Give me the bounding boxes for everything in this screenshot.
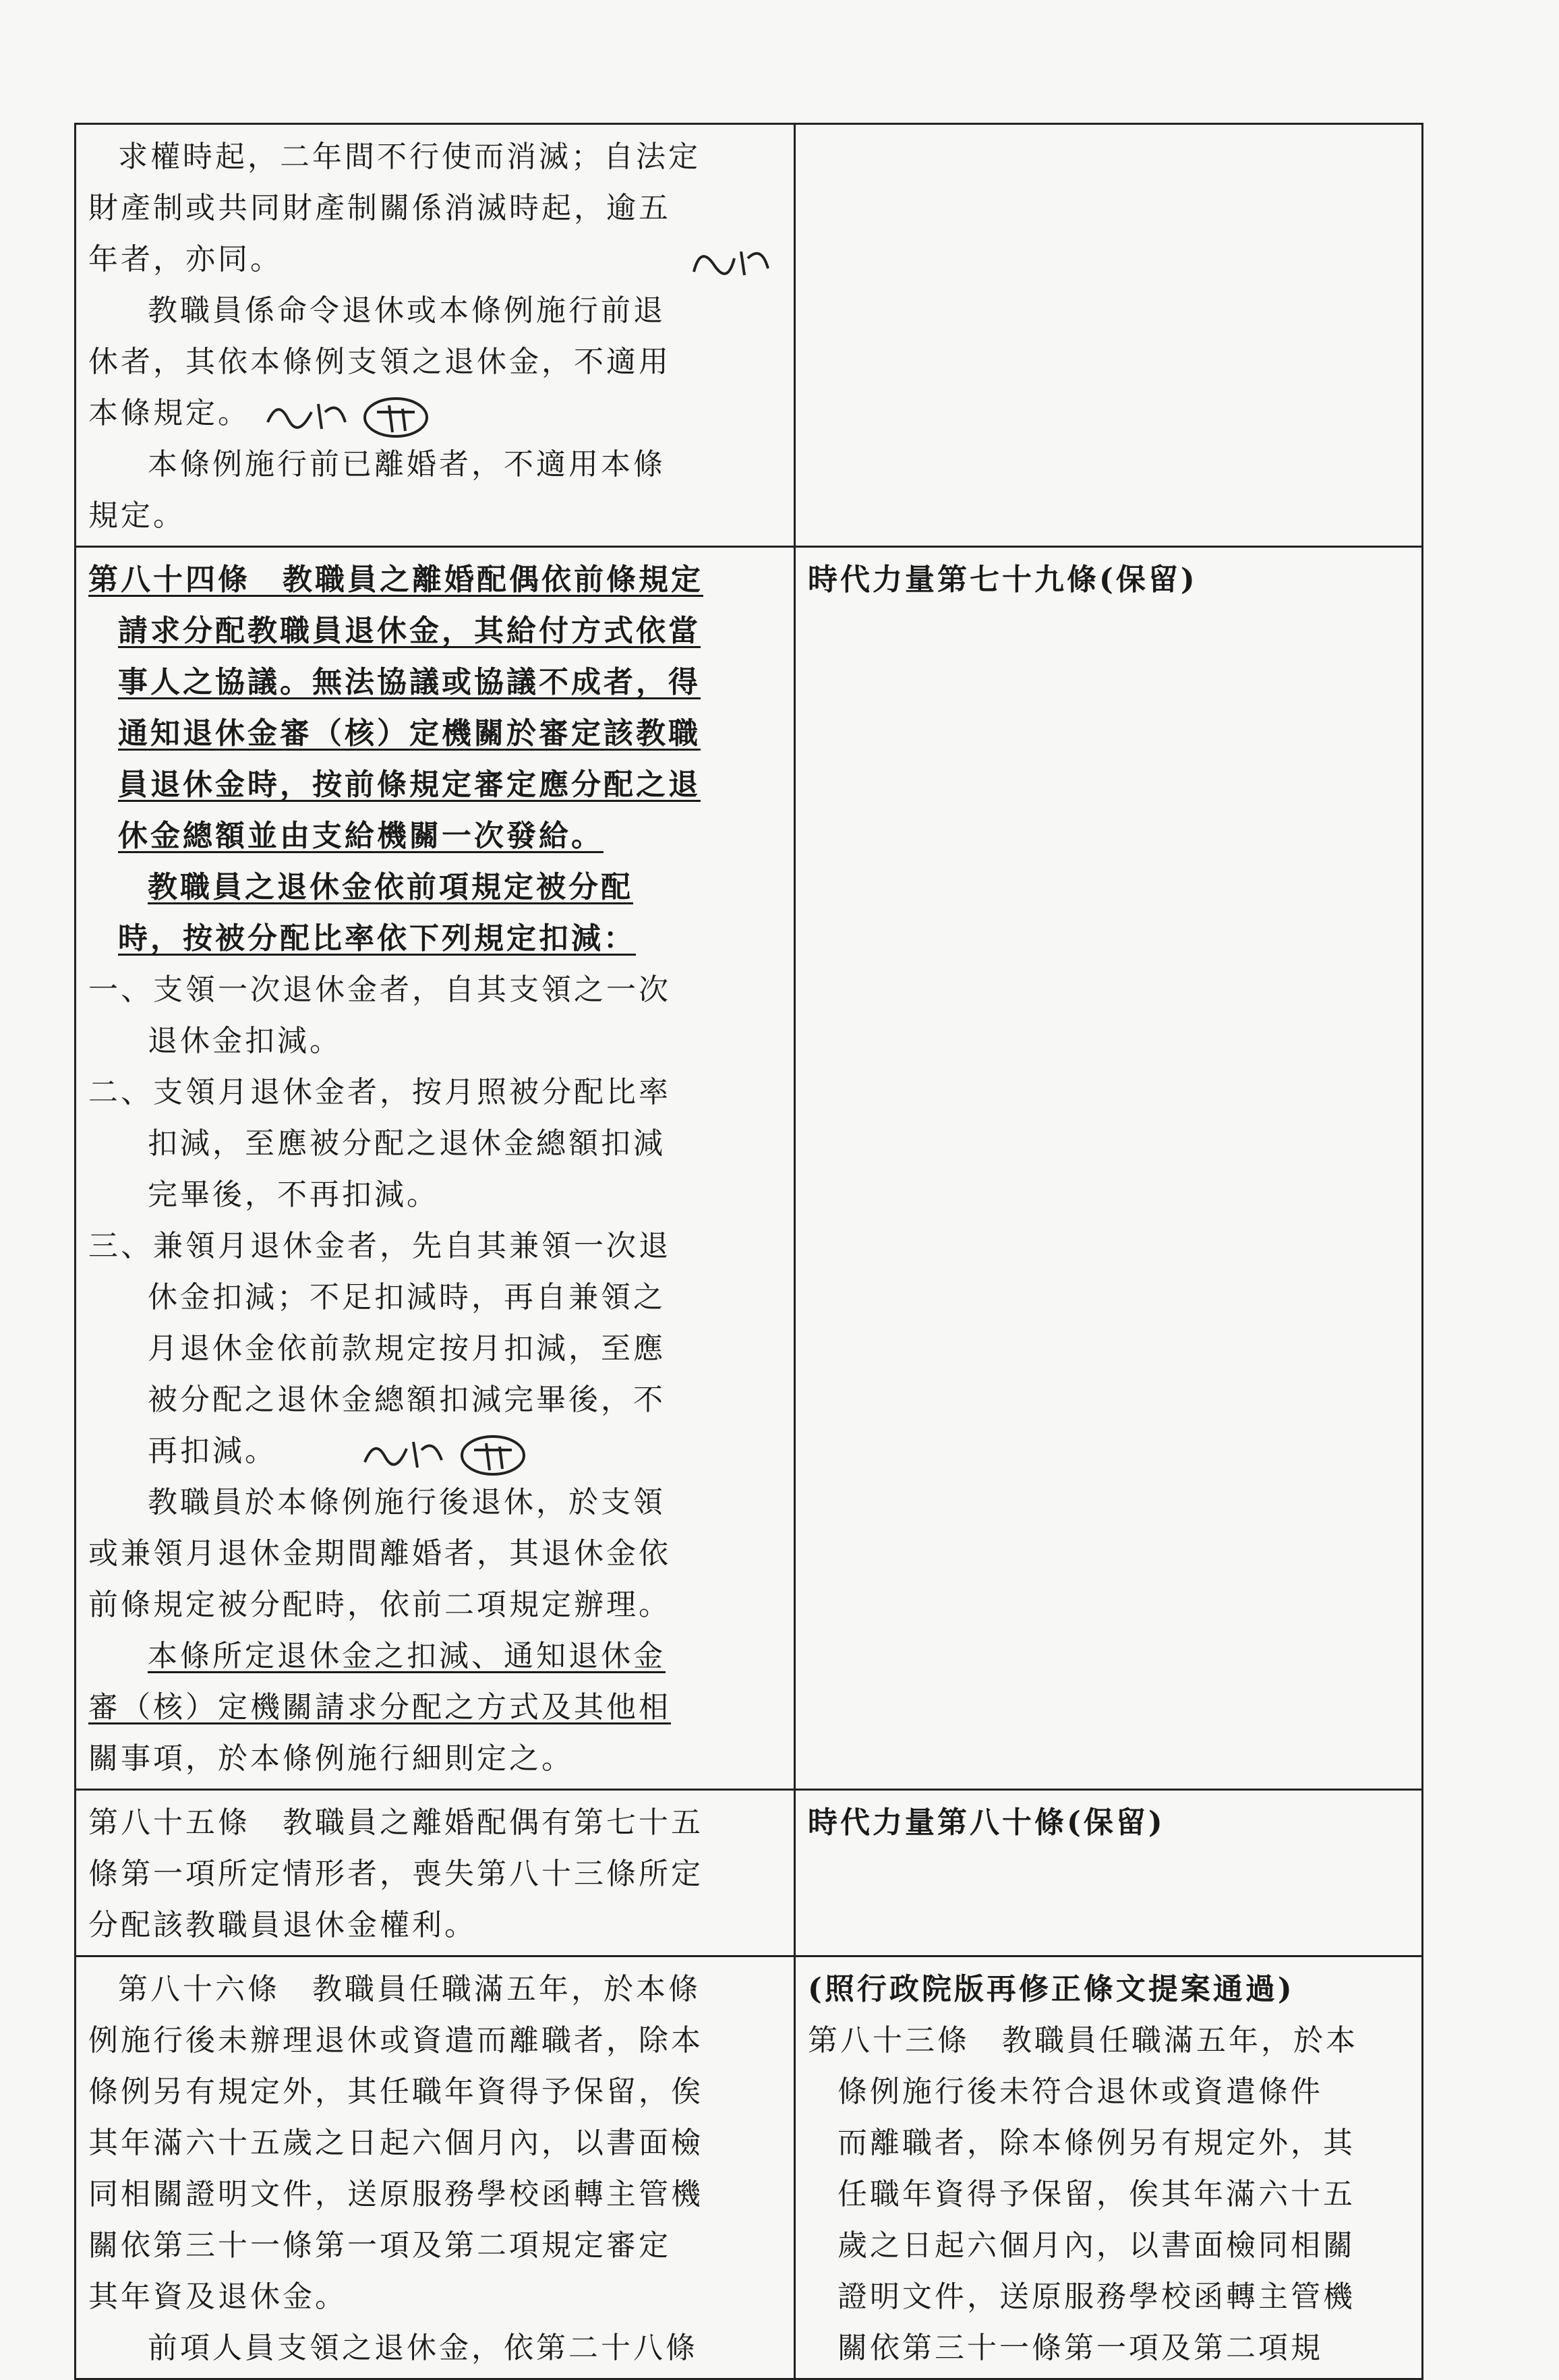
text-line: 例施行後未辦理退休或資遣而離職者，除本 <box>88 2023 703 2058</box>
right-cell <box>795 1790 1423 1956</box>
text-line: 員退休金時，按前條規定審定應分配之退 <box>118 767 701 802</box>
article-heading: 第八十四條 教職員之離婚配偶依前條規定 <box>88 562 703 597</box>
proposal-note: (照行政院版再修正條文提案通過) <box>808 1972 1295 2006</box>
table-row <box>76 1790 1423 1956</box>
text-line: 任職年資得予保留，俟其年滿六十五 <box>837 2177 1355 2211</box>
text-line-with-signature <box>88 388 782 439</box>
text-line: 扣減，至應被分配之退休金總額扣減 <box>148 1126 666 1161</box>
text-line: 本條規定。 <box>88 396 250 430</box>
handwritten-signature <box>687 238 782 285</box>
text-line: 關依第三十一條第一項及第二項規定審定 <box>88 2228 671 2263</box>
proposal-note: 時代力量第八十條(保留) <box>808 1805 1165 1840</box>
text-line: 條例另有規定外，其任職年資得予保留，俟 <box>88 2074 703 2109</box>
text-line: 被分配之退休金總額扣減完畢後，不 <box>148 1383 666 1417</box>
left-cell <box>76 547 795 1790</box>
text-line: 前條規定被分配時，依前二項規定辦理。 <box>88 1588 671 1622</box>
text-line: 教職員係命令退休或本條例施行前退 <box>148 293 666 328</box>
text-line: 證明文件，送原服務學校函轉主管機 <box>837 2280 1355 2314</box>
comparison-table <box>74 123 1423 2380</box>
text-line: 或兼領月退休金期間離婚者，其退休金依 <box>88 1536 671 1571</box>
text-line: 而離職者，除本條例另有規定外，其 <box>837 2126 1355 2160</box>
text-line: 完畢後，不再扣減。 <box>148 1178 439 1212</box>
text-line: 分配該教職員退休金權利。 <box>88 1908 477 1942</box>
proposal-note: 時代力量第七十九條(保留) <box>808 562 1198 597</box>
table-row <box>76 124 1423 547</box>
text-line: 規定。 <box>88 498 185 533</box>
list-item: 一、支領一次退休金者，自其支領之一次 <box>88 973 671 1007</box>
text-line: 年者，亦同。 <box>88 242 283 277</box>
text-line: 審（核）定機關請求分配之方式及其他相 <box>88 1690 671 1724</box>
text-line: 請求分配教職員退休金，其給付方式依當 <box>118 614 701 648</box>
list-item: 三、兼領月退休金者，先自其兼領一次退 <box>88 1229 671 1263</box>
text-line-with-signature <box>88 1426 782 1477</box>
text-line: 條例施行後未符合退休或資遣條件 <box>837 2074 1323 2109</box>
text-line: 本條所定退休金之扣減、通知退休金 <box>148 1639 666 1673</box>
left-cell <box>76 1790 795 1956</box>
text-line: 休者，其依本條例支領之退休金，不適用 <box>88 345 671 379</box>
text-line: 其年資及退休金。 <box>88 2280 347 2314</box>
text-line: 關事項，於本條例施行細則定之。 <box>88 1741 574 1776</box>
article-heading: 第八十五條 教職員之離婚配偶有第七十五 <box>88 1805 703 1840</box>
text-line: 再扣減。 <box>148 1434 277 1468</box>
text-line: 教職員於本條例施行後退休，於支領 <box>148 1485 666 1519</box>
right-cell <box>795 1956 1423 2379</box>
article-heading: 第八十三條 教職員任職滿五年，於本 <box>808 2023 1358 2058</box>
table-row <box>76 547 1423 1790</box>
text-line: 事人之協議。無法協議或協議不成者，得 <box>118 665 701 699</box>
left-cell <box>76 124 795 547</box>
right-cell <box>795 124 1423 547</box>
text-line: 條第一項所定情形者，喪失第八十三條所定 <box>88 1857 703 1891</box>
text-line: 休金扣減；不足扣減時，再自兼領之 <box>148 1280 666 1314</box>
text-line: 時，按被分配比率依下列規定扣減： <box>118 921 636 956</box>
text-line: 求權時起，二年間不行使而消滅；自法定 <box>118 140 701 174</box>
text-line: 教職員之退休金依前項規定被分配 <box>148 870 633 904</box>
article-heading: 第八十六條 教職員任職滿五年，於本條 <box>118 1972 701 2006</box>
text-line: 財產制或共同財產制關係消滅時起，逾五 <box>88 191 671 225</box>
table-row <box>76 1956 1423 2379</box>
left-cell <box>76 1956 795 2379</box>
text-line: 退休金扣減。 <box>148 1024 342 1058</box>
handwritten-signature <box>358 1430 533 1477</box>
list-item: 二、支領月退休金者，按月照被分配比率 <box>88 1075 671 1109</box>
text-line: 前項人員支領之退休金，依第二十八條 <box>148 2331 698 2365</box>
text-line: 關依第三十一條第一項及第二項規 <box>837 2331 1323 2365</box>
right-cell <box>795 547 1423 1790</box>
text-line: 月退休金依前款規定按月扣減，至應 <box>148 1331 666 1366</box>
text-line-with-signature <box>88 234 782 285</box>
text-line: 通知退休金審（核）定機關於審定該教職 <box>118 716 701 751</box>
text-line: 歲之日起六個月內，以書面檢同相關 <box>837 2228 1355 2263</box>
text-line: 本條例施行前已離婚者，不適用本條 <box>148 447 666 482</box>
handwritten-signature <box>261 392 436 439</box>
text-line: 其年滿六十五歲之日起六個月內，以書面檢 <box>88 2126 703 2160</box>
text-line: 休金總額並由支給機關一次發給。 <box>118 819 604 853</box>
text-line: 同相關證明文件，送原服務學校函轉主管機 <box>88 2177 703 2211</box>
